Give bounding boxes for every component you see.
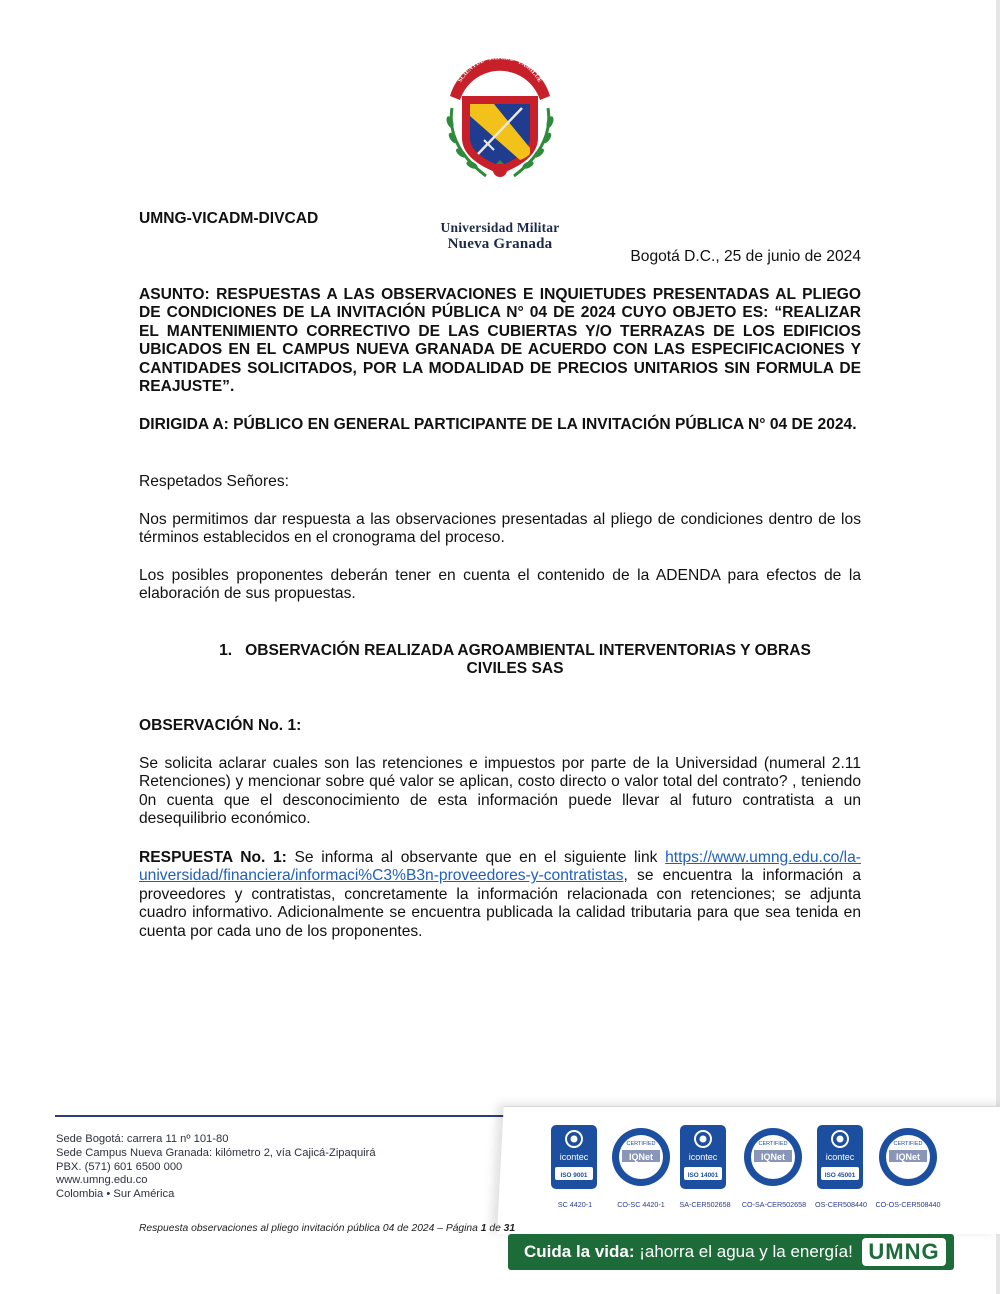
supplier-info-link[interactable]: https://www.umng.edu.co/la-universidad/financiera/informaci%C3%B3n-proveedores-y-contratistas (139, 849, 861, 885)
icontec-iso14001-seal (677, 1123, 739, 1189)
intro-paragraph: Nos permitimos dar respuesta a las observaciones presentadas al pliego de condiciones dentro de los términos establecidos en el cronograma del proceso. (139, 511, 861, 547)
address-line: PBX. (571) 601 6500 000 (56, 1160, 183, 1173)
umng-logo-badge: UMNG (862, 1238, 946, 1266)
seal-brand: icontec (688, 1152, 718, 1162)
icontec-iso45001-seal (814, 1123, 876, 1189)
cert-code: SA-CER502658 (679, 1200, 731, 1209)
cert-code: CO-SC 4420-1 (617, 1200, 665, 1209)
address-line: Colombia • Sur América (56, 1188, 175, 1201)
response-intro: Se informa al observante que en el siguiente link (286, 849, 666, 866)
footer-divider (55, 1115, 515, 1117)
university-logo (436, 56, 564, 252)
crest-icon (436, 56, 564, 198)
slogan-banner (508, 1234, 954, 1270)
address-line: Sede Bogotá: carrera 11 nº 101-80 (56, 1133, 229, 1145)
adenda-paragraph: Los posibles proponentes deberán tener en cuenta el contenido de la ADENDA para efectos de la elaboración de sus propuestas. (139, 567, 861, 603)
seal-brand: IQNet (760, 1152, 786, 1162)
cert-code: CO-SA-CER502658 (741, 1200, 807, 1209)
slogan-rest: ¡ahorra el agua y la energía! (634, 1242, 853, 1261)
slogan (524, 1242, 853, 1262)
motto-text: SCIENTIÆ · PATRIÆ · FAMILIÆ (456, 56, 544, 84)
page-current: 1 (480, 1223, 487, 1234)
response-rest: , se encuentra la información a proveedores y contratistas, concretamente la información relacionada con retenciones; se adjunta cuadro informativo. Adicionalmente se encuentra publicada la calidad tributaria para que sea tenida en cuenta por cada uno de los proponentes. (139, 867, 861, 940)
seal-brand: IQNet (895, 1152, 921, 1162)
logo-name-line2: Nueva Granada (447, 236, 553, 252)
page-footer-note (139, 1223, 515, 1234)
response-paragraph (139, 849, 861, 941)
iqnet-seal-3 (877, 1123, 939, 1189)
section-number: 1. (219, 642, 233, 659)
subject-paragraph: ASUNTO: RESPUESTAS A LAS OBSERVACIONES E INQUIETUDES PRESENTADAS AL PLIEGO DE CONDICIONES DE LA INVITACIÓN PÚBLICA N° 04 DE 2024 CUYO OBJETO ES: “REALIZAR EL MANTENIMIENTO CORRECTIVO DE LAS CUBIERTAS Y/O TERRAZAS DE LOS EDIFICIOS UBICADOS EN EL CAMPUS NUEVA GRANADA DE ACUERDO CON LAS ESPECIFICACIONES Y CANTIDADES SOLICITADOS, POR LA MODALIDAD DE PRECIOS UNITARIOS SIN FORMULA DE REAJUSTE”. (139, 286, 861, 396)
address-line: www.umng.edu.co (56, 1174, 148, 1187)
logo-name-line1: Universidad Militar (440, 220, 560, 235)
seal-standard: CERTIFIED (893, 1141, 923, 1147)
iqnet-seal-2 (742, 1123, 804, 1189)
address-line: Sede Campus Nueva Granada: kilómetro 2, vía Cajicá-Zipaquirá (56, 1146, 376, 1159)
seal-brand: icontec (825, 1152, 855, 1162)
page-note-prefix: Respuesta observaciones al pliego invitación pública 04 de 2024 – Página (139, 1223, 481, 1234)
slogan-bold: Cuida la vida: (524, 1242, 635, 1261)
page-total: 31 (503, 1223, 516, 1234)
cert-code: CO-OS-CER508440 (875, 1200, 941, 1209)
section-title-line1: OBSERVACIÓN REALIZADA AGROAMBIENTAL INTERVENTORIAS Y OBRAS (245, 642, 811, 659)
greeting: Respetados Señores: (139, 473, 289, 490)
date-line: Bogotá D.C., 25 de junio de 2024 (630, 248, 861, 265)
page-edge (996, 0, 1000, 1294)
seal-brand: icontec (559, 1152, 589, 1162)
section-heading-line1 (200, 642, 830, 660)
seal-standard: ISO 9001 (560, 1172, 588, 1179)
section-heading (200, 642, 830, 679)
document-reference: UMNG-VICADM-DIVCAD (139, 210, 319, 227)
seal-standard: CERTIFIED (758, 1141, 788, 1147)
icontec-iso9001-seal (548, 1123, 610, 1189)
cert-code: SC 4420-1 (557, 1200, 593, 1209)
seal-standard: ISO 45001 (824, 1172, 856, 1179)
response-label: RESPUESTA No. 1: (139, 849, 287, 866)
observation-label: OBSERVACIÓN No. 1: (139, 717, 302, 734)
cert-code: OS-CER508440 (815, 1200, 867, 1209)
seal-standard: CERTIFIED (626, 1141, 656, 1147)
section-title-line2: CIVILES SAS (466, 660, 564, 678)
seal-brand: IQNet (628, 1152, 654, 1162)
iqnet-seal-1 (610, 1123, 672, 1189)
observation-text: Se solicita aclarar cuales son las retenciones e impuestos por parte de la Universidad (numeral 2.11 Retenciones) y mencionar sobre qué valor se aplican, costo directo o valor total del contrato? , teniendo 0n cuenta que el desconocimiento de esta información puede llevar al futuro contratista a un desequilibrio económico. (139, 755, 861, 828)
addressed-to: DIRIGIDA A: PÚBLICO EN GENERAL PARTICIPANTE DE LA INVITACIÓN PÚBLICA N° 04 DE 2024. (139, 416, 857, 433)
page-of: de (486, 1223, 504, 1234)
address-block (56, 1133, 376, 1202)
seal-standard: ISO 14001 (687, 1172, 719, 1179)
